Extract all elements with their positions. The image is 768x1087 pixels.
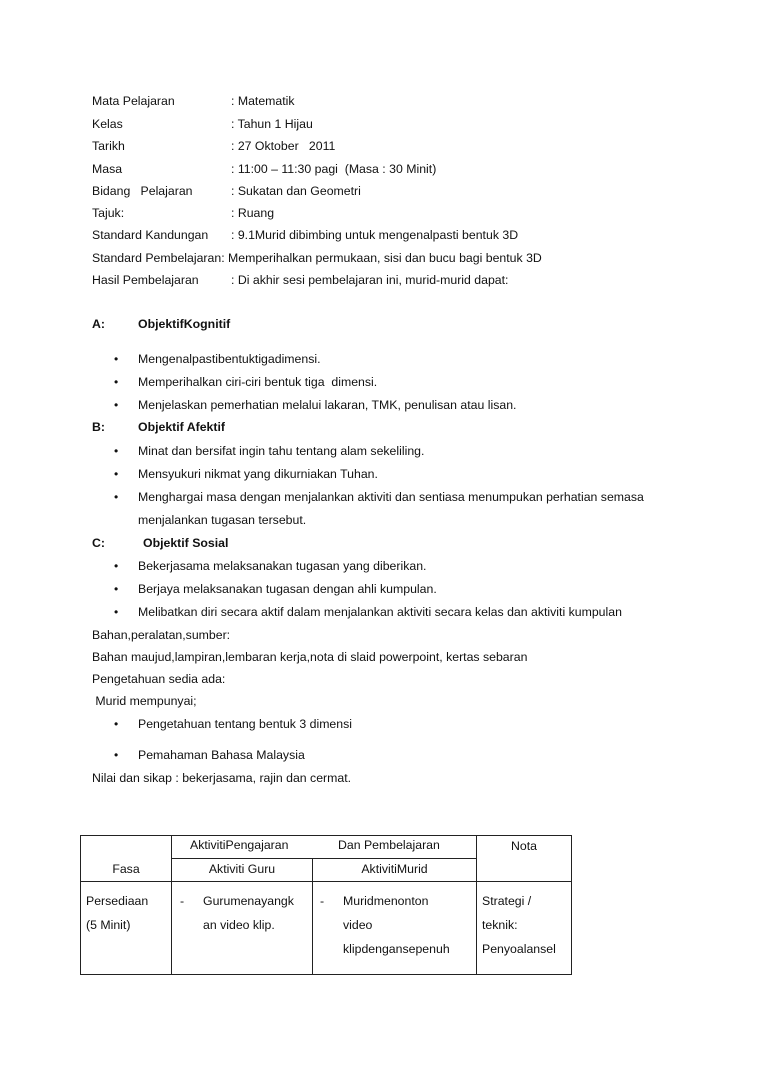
bullet-icon: • — [114, 352, 119, 366]
info-label: Bidang Pelajaran — [92, 184, 193, 198]
bullet-icon: • — [114, 582, 119, 596]
nota-line: Penyoalansel — [482, 942, 556, 956]
info-value: : Tahun 1 Hijau — [231, 117, 313, 131]
list-item: Menjelaskan pemerhatian melalui lakaran, TMK, penulisan atau lisan. — [138, 398, 517, 412]
info-label: Mata Pelajaran — [92, 94, 175, 108]
cell-nota — [477, 882, 572, 975]
section-letter: A: — [92, 317, 105, 331]
header-murid-cell — [313, 859, 477, 882]
header-aktiviti-pengajaran: AktivitiPengajaran — [190, 838, 289, 852]
section-title: Objektif Afektif — [138, 420, 225, 434]
bullet-icon: • — [114, 605, 119, 619]
info-label: Standard Kandungan — [92, 228, 209, 242]
fasa-line: Persediaan — [86, 894, 149, 908]
cell-guru — [172, 882, 313, 975]
info-value: : Ruang — [231, 206, 275, 220]
cell-fasa — [81, 882, 172, 975]
header-nota: Nota — [511, 839, 537, 853]
section-title: Objektif Sosial — [143, 536, 229, 550]
info-value: : Matematik — [231, 94, 295, 108]
header-dan-pembelajaran: Dan Pembelajaran — [338, 838, 440, 852]
bullet-icon: • — [114, 398, 119, 412]
bullet-icon: • — [114, 490, 119, 504]
bullet-icon: • — [114, 559, 119, 573]
info-label: Hasil Pembelajaran — [92, 273, 199, 287]
list-item: Pengetahuan tentang bentuk 3 dimensi — [138, 717, 352, 731]
murid-line: video — [343, 918, 373, 932]
pengetahuan-intro: Murid mempunyai; — [92, 694, 197, 708]
guru-line: Gurumenayangk — [203, 894, 294, 908]
table-row — [81, 882, 572, 975]
guru-line: an video klip. — [203, 918, 275, 932]
murid-line: klipdengansepenuh — [343, 942, 450, 956]
standard-pembelajaran: Standard Pembelajaran: Memperihalkan permukaan, sisi dan bucu bagi bentuk 3D — [92, 251, 542, 265]
info-label: Kelas — [92, 117, 123, 131]
section-letter: C: — [92, 536, 105, 550]
list-item: Minat dan bersifat ingin tahu tentang alam sekeliling. — [138, 444, 425, 458]
section-letter: B: — [92, 420, 105, 434]
bullet-icon: • — [114, 748, 119, 762]
info-value: : Di akhir sesi pembelajaran ini, murid-murid dapat: — [231, 273, 509, 287]
info-value: : 9.1Murid dibimbing untuk mengenalpasti bentuk 3D — [231, 228, 519, 242]
bullet-icon: • — [114, 467, 119, 481]
dash-icon: - — [320, 894, 325, 908]
list-item: Bekerjasama melaksanakan tugasan yang diberikan. — [138, 559, 427, 573]
list-item: Mengenalpastibentuktigadimensi. — [138, 352, 321, 366]
nota-line: teknik: — [482, 918, 518, 932]
nilai-sikap: Nilai dan sikap : bekerjasama, rajin dan cermat. — [92, 771, 352, 785]
info-label: Masa — [92, 162, 123, 176]
header-fasa: Fasa — [112, 862, 140, 876]
list-item: Pemahaman Bahasa Malaysia — [138, 748, 305, 762]
info-value: : 11:00 – 11:30 pagi (Masa : 30 Minit) — [231, 162, 437, 176]
header-aktiviti-murid: AktivitiMurid — [361, 862, 428, 876]
bahan-text: Bahan maujud,lampiran,lembaran kerja,nota di slaid powerpoint, kertas sebaran — [92, 650, 528, 664]
info-value: : 27 Oktober 2011 — [231, 139, 336, 153]
bullet-icon: • — [114, 375, 119, 389]
header-nota-cell — [477, 836, 572, 882]
lesson-table — [80, 835, 572, 975]
bullet-icon: • — [114, 717, 119, 731]
list-item: Menghargai masa dengan menjalankan aktiviti dan sentiasa menumpukan perhatian semasa — [138, 490, 644, 504]
nota-line: Strategi / — [482, 894, 532, 908]
dash-icon: - — [180, 894, 185, 908]
info-label: Tarikh — [92, 139, 125, 153]
section-title: ObjektifKognitif — [138, 317, 231, 331]
header-guru-cell — [172, 859, 313, 882]
pengetahuan-heading: Pengetahuan sedia ada: — [92, 672, 226, 686]
list-item: Mensyukuri nikmat yang dikurniakan Tuhan. — [138, 467, 378, 481]
list-item: menjalankan tugasan tersebut. — [138, 513, 307, 527]
list-item: Berjaya melaksanakan tugasan dengan ahli kumpulan. — [138, 582, 437, 596]
cell-murid — [313, 882, 477, 975]
info-label: Tajuk: — [92, 206, 125, 220]
bullet-icon: • — [114, 444, 119, 458]
header-aktiviti-cell — [172, 836, 477, 859]
list-item: Memperihalkan ciri-ciri bentuk tiga dimensi. — [138, 375, 378, 389]
murid-line: Muridmenonton — [343, 894, 429, 908]
list-item: Melibatkan diri secara aktif dalam menjalankan aktiviti secara kelas dan aktiviti kumpulan — [138, 605, 622, 619]
header-aktiviti-guru: Aktiviti Guru — [208, 862, 276, 876]
header-fasa-cell — [81, 836, 172, 882]
info-value: : Sukatan dan Geometri — [231, 184, 361, 198]
bahan-heading: Bahan,peralatan,sumber: — [92, 628, 231, 642]
fasa-line: (5 Minit) — [86, 918, 131, 932]
